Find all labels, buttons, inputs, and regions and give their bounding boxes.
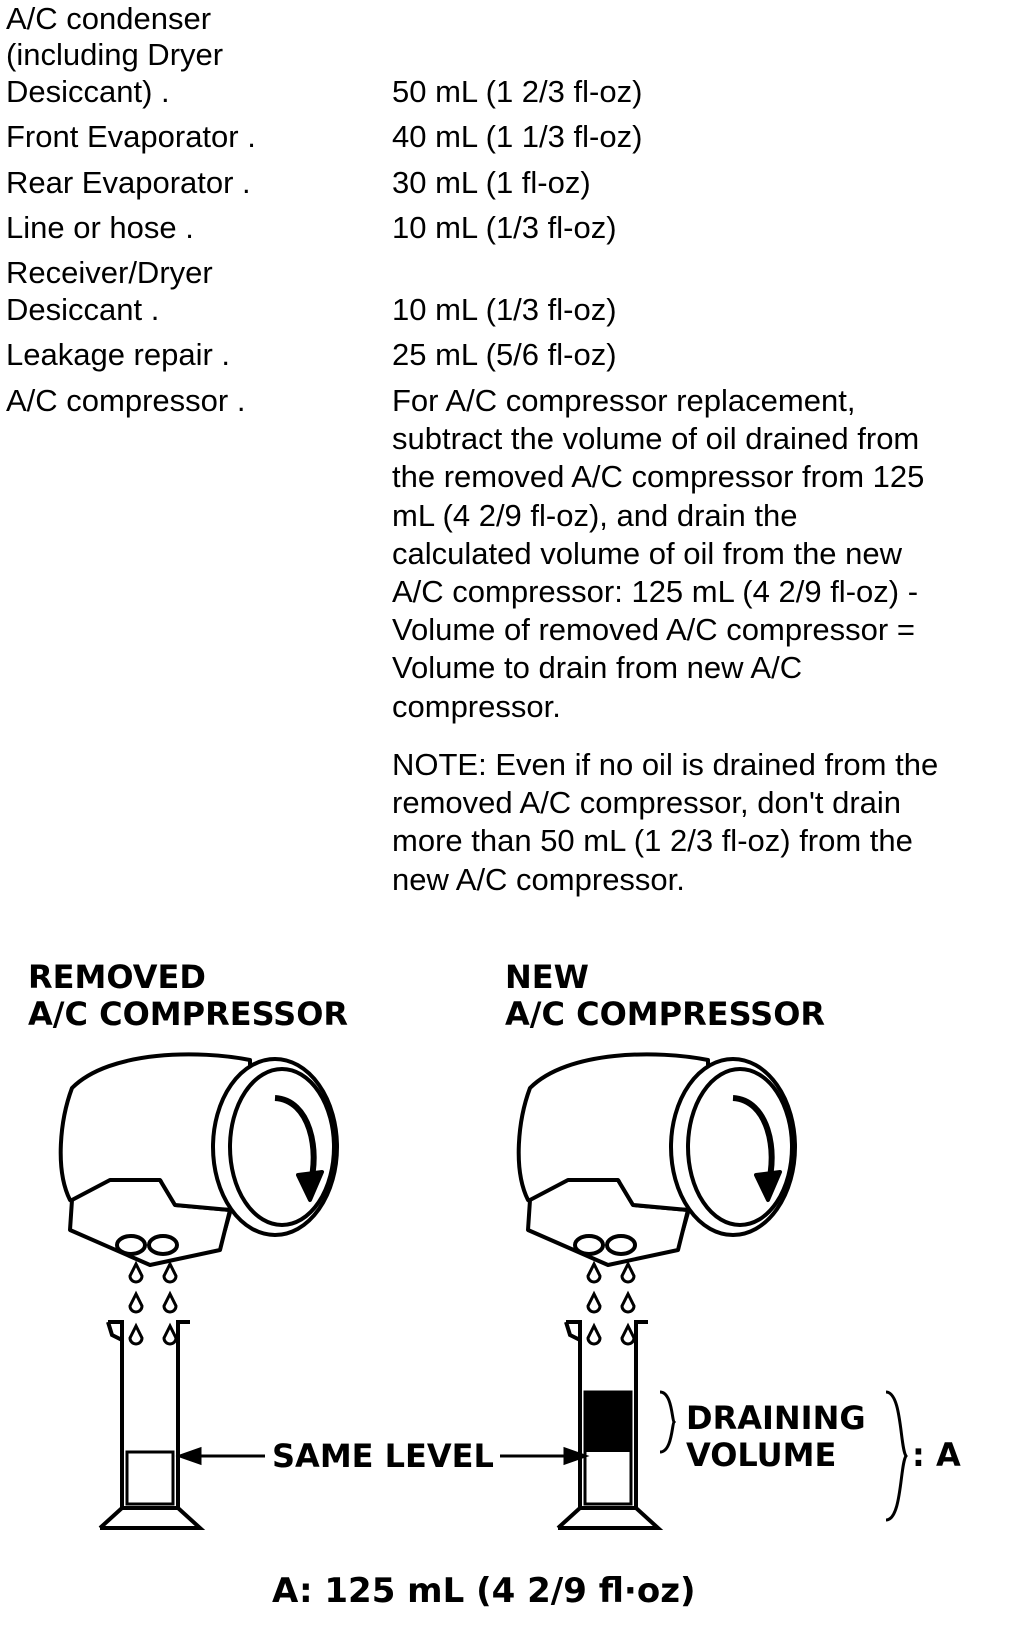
instruction-line: Volume of removed A/C compressor = bbox=[392, 612, 915, 648]
new-label-line2: A/C COMPRESSOR bbox=[505, 995, 826, 1033]
part-receiver-dryer-line1: Receiver/Dryer bbox=[6, 255, 213, 290]
part-line-or-hose: Line or hose . bbox=[6, 210, 194, 245]
instruction-line: compressor. bbox=[392, 688, 561, 724]
a-brace bbox=[886, 1392, 906, 1520]
amount-leakage-repair: 25 mL (5/6 fl-oz) bbox=[392, 337, 617, 372]
amount-line-or-hose: 10 mL (1/3 fl-oz) bbox=[392, 210, 617, 245]
note-line: NOTE: Even if no oil is drained from the bbox=[392, 747, 939, 782]
note-line: removed A/C compressor, don't drain bbox=[392, 785, 902, 821]
part-leakage-repair: Leakage repair . bbox=[6, 337, 231, 372]
instruction-line: For A/C compressor replacement, bbox=[392, 383, 856, 418]
part-condenser-line2: (including Dryer bbox=[6, 37, 224, 72]
new-label-line1: NEW bbox=[505, 958, 589, 996]
removed-measuring-cylinder bbox=[100, 1322, 200, 1528]
part-condenser-line3: Desiccant) . bbox=[6, 74, 170, 109]
new-compressor-illustration bbox=[519, 1054, 795, 1265]
amount-receiver-dryer: 10 mL (1/3 fl-oz) bbox=[392, 292, 617, 327]
oil-drain-diagram bbox=[0, 945, 1024, 1628]
draining-brace bbox=[660, 1392, 674, 1452]
part-front-evaporator: Front Evaporator . bbox=[6, 119, 256, 154]
instruction-line: A/C compressor: 125 mL (4 2/9 fl-oz) - bbox=[392, 574, 919, 610]
removed-compressor-illustration bbox=[61, 1054, 337, 1265]
part-rear-evaporator: Rear Evaporator . bbox=[6, 165, 251, 200]
part-condenser-line1: A/C condenser bbox=[6, 1, 212, 36]
removed-label-line1: REMOVED bbox=[28, 958, 206, 996]
same-level-label: SAME LEVEL bbox=[272, 1437, 494, 1475]
removed-oil-drops bbox=[130, 1264, 176, 1344]
note-paragraph bbox=[392, 746, 1012, 899]
instruction-line: mL (4 2/9 fl-oz), and drain the bbox=[392, 497, 798, 533]
instruction-line: calculated volume of oil from the new bbox=[392, 535, 903, 571]
part-ac-compressor: A/C compressor . bbox=[6, 383, 246, 418]
new-oil-drops bbox=[588, 1264, 634, 1344]
instruction-line: Volume to drain from new A/C bbox=[392, 650, 803, 686]
draining-label-line1: DRAINING bbox=[686, 1399, 866, 1437]
draining-label-line2: VOLUME bbox=[686, 1436, 837, 1474]
volume-caption: A: 125 mL (4 2/9 fl·oz) bbox=[272, 1571, 696, 1611]
amount-front-evaporator: 40 mL (1 1/3 fl-oz) bbox=[392, 119, 643, 154]
compressor-instructions bbox=[392, 382, 1012, 726]
instruction-line: subtract the volume of oil drained from bbox=[392, 421, 920, 457]
draining-volume-fill bbox=[585, 1392, 631, 1452]
note-line: new A/C compressor. bbox=[392, 861, 685, 897]
removed-label-line2: A/C COMPRESSOR bbox=[28, 995, 349, 1033]
part-receiver-dryer-line2: Desiccant . bbox=[6, 292, 160, 327]
amount-condenser: 50 mL (1 2/3 fl-oz) bbox=[392, 74, 643, 109]
instruction-line: the removed A/C compressor from 125 bbox=[392, 459, 925, 495]
amount-rear-evaporator: 30 mL (1 fl-oz) bbox=[392, 165, 591, 200]
note-line: more than 50 mL (1 2/3 fl-oz) from the bbox=[392, 823, 913, 859]
a-marker: : A bbox=[912, 1436, 961, 1474]
